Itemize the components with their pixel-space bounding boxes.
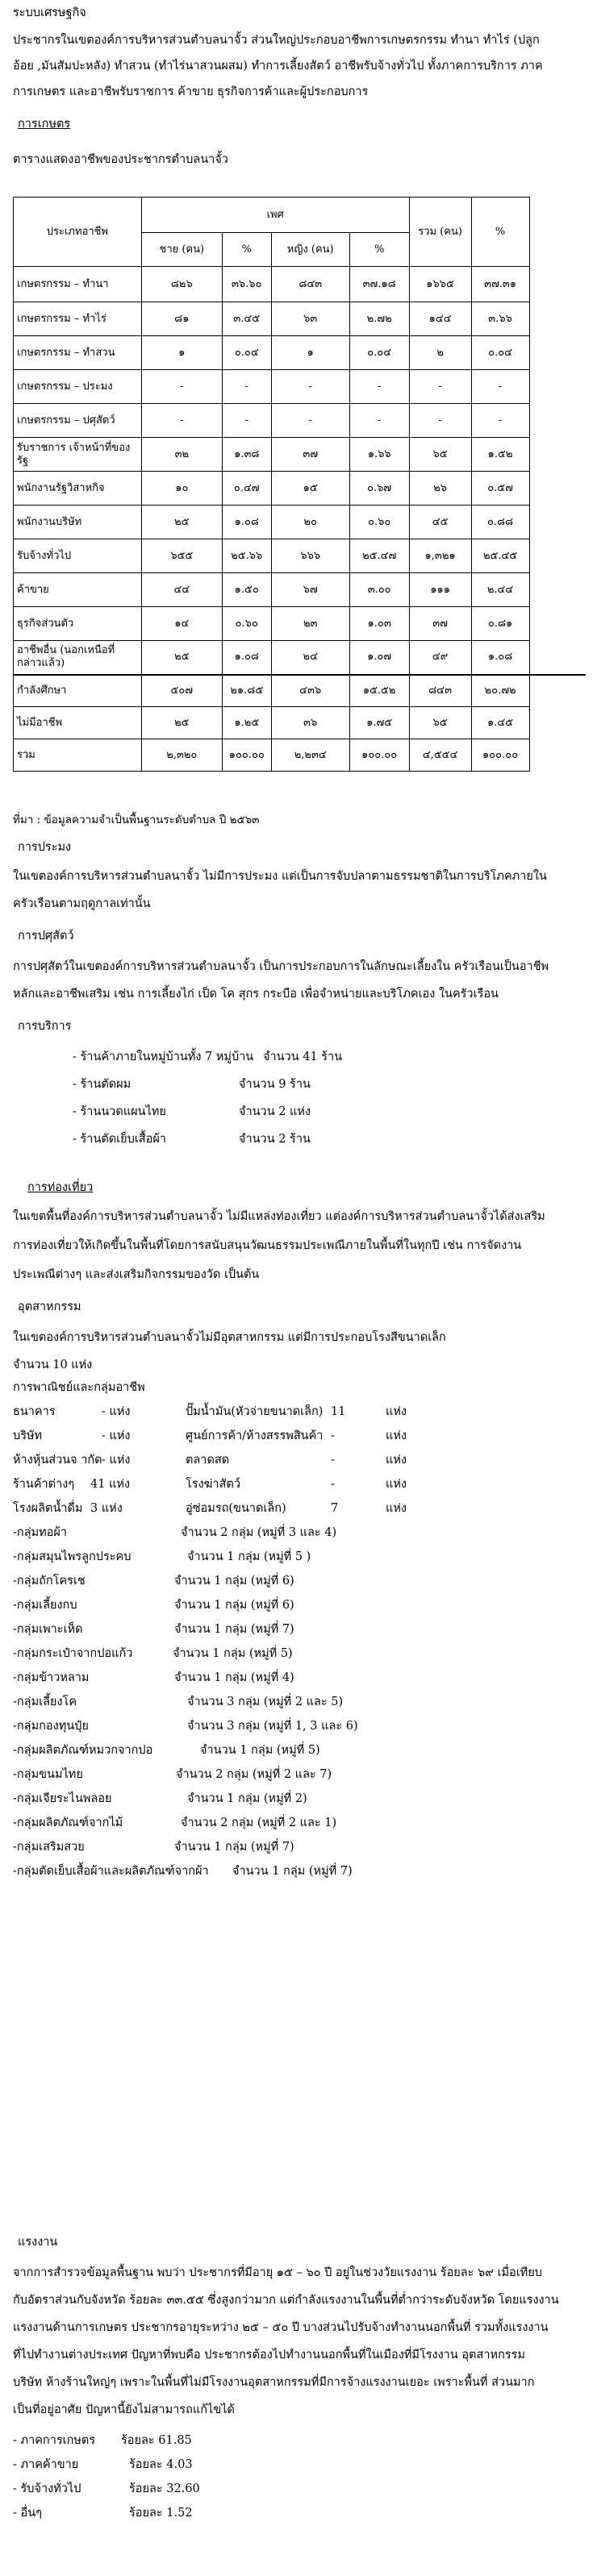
- service-item-label: - ร้านตัดเย็บเสื้อผ้า: [73, 1133, 166, 1146]
- group-name: -กลุ่มกระเป๋าจากปอแก้ว: [13, 1647, 133, 1660]
- labor-stat-value: ร้อยละ 1.52: [129, 2507, 193, 2520]
- female-percent-cell: ๓๗.๑๘: [349, 267, 409, 302]
- male-percent-cell: ๓.๔๕: [222, 302, 271, 336]
- total-count-cell: ๓๗: [409, 607, 471, 641]
- table-row: [14, 336, 587, 370]
- occupation-cell: ธุรกิจส่วนตัว: [14, 607, 142, 641]
- female-percent-cell: ๒.๗๒: [349, 302, 409, 336]
- economy-paragraph-line-2: อ้อย ,มันสัมปะหลัง) ทำสวน (ทำไร่นาสวนผสม) ทำการเลี้ยงสัตว์ อาชีพรับจ้างทั่วไป ทั้งภาคการบริการ ภาค: [13, 60, 543, 73]
- header-total-percent: %: [471, 198, 529, 267]
- group-info: จำนวน 1 กลุ่ม (หมู่ที่ 7): [174, 1841, 294, 1854]
- male-count-cell: ๑๔: [141, 607, 222, 641]
- table-row: [14, 573, 587, 607]
- labor-stat-label: - ภาคการเกษตร: [13, 2434, 96, 2447]
- male-percent-cell: ๑๐๐.๐๐: [222, 739, 271, 772]
- total-percent-cell: -: [471, 370, 529, 404]
- female-percent-cell: ๑๕.๕๒: [349, 675, 409, 707]
- occupation-cell: เกษตรกรรม – ทำนา: [14, 267, 142, 302]
- group-info: จำนวน 1 กลุ่ม (หมู่ที่ 5 ): [187, 1550, 311, 1563]
- economy-paragraph-line-1: ประชากรในเขตองค์การบริหารส่วนตำบลนาจั้ว ส่วนใหญ่ประกอบอาชีพการเกษตรกรรม ทำนา ทำไร่ (ปลูก: [13, 34, 540, 47]
- commerce-cell: 7: [331, 1502, 339, 1515]
- male-count-cell: ๑๐: [141, 472, 222, 506]
- commerce-cell: แห่ง: [386, 1429, 407, 1442]
- total-count-cell: ๖๕: [409, 707, 471, 739]
- commerce-cell: - แห่ง: [102, 1454, 131, 1467]
- fishery-line-2: ครัวเรือนตามฤดูกาลเท่านั้น: [13, 897, 151, 910]
- commerce-cell: ธนาคาร: [13, 1405, 56, 1418]
- commerce-cell: 3 แห่ง: [90, 1502, 123, 1515]
- female-percent-cell: ๑.๐๗: [349, 641, 409, 675]
- header-female: หญิง (คน): [271, 233, 349, 267]
- male-percent-cell: ๑.๕๐: [222, 573, 271, 607]
- labor-line-4: ที่ไปทำงานต่างประเทศ ปัญหาที่พบคือ ประชากรต้องไปทำงานนอกพื้นที่ในเมืองที่มีโรงงาน อุตสาหกรรม: [13, 2349, 525, 2362]
- group-name: -กลุ่มผลิตภัณฑ์จากไม้: [13, 1817, 123, 1829]
- male-count-cell: ๓๒: [141, 438, 222, 472]
- economy-paragraph-line-3: การเกษตร และอาชีพรับราชการ ค้าขาย ธุรกิจการค้าและผู้ประกอบการ: [13, 85, 369, 98]
- total-count-cell: ๑,๓๒๑: [409, 539, 471, 573]
- total-count-cell: ๒: [409, 336, 471, 370]
- total-count-cell: ๒๖: [409, 472, 471, 506]
- female-percent-cell: ๐.๖๗: [349, 472, 409, 506]
- group-name: -กลุ่มเสริมสวย: [13, 1841, 85, 1854]
- female-percent-cell: ๓.๐๐: [349, 573, 409, 607]
- total-percent-cell: ๒๕.๔๕: [471, 539, 529, 573]
- male-percent-cell: -: [222, 404, 271, 438]
- total-count-cell: -: [409, 370, 471, 404]
- occupation-cell: เกษตรกรรม – ทำไร่: [14, 302, 142, 336]
- male-count-cell: ๖๕๕: [141, 539, 222, 573]
- table-row: [14, 267, 587, 302]
- table-row: [14, 404, 587, 438]
- female-percent-cell: ๑.๗๕: [349, 707, 409, 739]
- commerce-cell: -: [331, 1478, 335, 1491]
- female-count-cell: ๓๖: [271, 707, 349, 739]
- female-count-cell: ๑: [271, 336, 349, 370]
- occupation-cell: อาชีพอื่น (นอกเหนือที่กล่าวแล้ว): [14, 641, 142, 675]
- commerce-cell: แห่ง: [386, 1454, 407, 1467]
- service-item-amount: จำนวน 41 ร้าน: [263, 1051, 343, 1063]
- labor-line-3: แรงงานด้านการเกษตร ประชากรอายุระหว่าง ๒๕ – ๕๐ ปี บางส่วนไปรับจ้างทำงานนอกพื้นที่ รวมทั้งแรงงาน: [13, 2321, 549, 2334]
- female-count-cell: ๖๓: [271, 302, 349, 336]
- female-count-cell: ๔๓๖: [271, 675, 349, 707]
- total-percent-cell: ๐.๐๔: [471, 336, 529, 370]
- total-percent-cell: ๒.๔๔: [471, 573, 529, 607]
- group-name: -กลุ่มกองทุนปุ๋ย: [13, 1720, 89, 1733]
- male-count-cell: ๒,๓๒๐: [141, 739, 222, 772]
- services-heading: การบริการ: [18, 1020, 72, 1033]
- table-row: [14, 506, 587, 539]
- group-name: -กลุ่มข้าวหลาม: [13, 1671, 90, 1684]
- service-item-amount: จำนวน 2 แห่ง: [239, 1105, 311, 1118]
- total-percent-cell: ๐.๘๘: [471, 506, 529, 539]
- commerce-cell: - แห่ง: [102, 1429, 131, 1442]
- labor-heading: แรงงาน: [18, 2236, 58, 2249]
- group-name: -กลุ่มเจียระไนพลอย: [13, 1792, 112, 1805]
- labor-stat-value: ร้อยละ 61.85: [121, 2434, 192, 2447]
- occupation-cell: รับจ้างทั่วไป: [14, 539, 142, 573]
- female-count-cell: ๑๕: [271, 472, 349, 506]
- header-total: รวม (คน): [409, 198, 471, 267]
- occupation-cell: รวม: [14, 739, 142, 772]
- occupation-cell: เกษตรกรรม – ทำสวน: [14, 336, 142, 370]
- occupation-table: [13, 197, 586, 772]
- male-count-cell: ๑: [141, 336, 222, 370]
- tourism-line-1: ในเขตพื้นที่องค์การบริหารส่วนตำบลนาจั้ว ไม่มีแหล่งท่องเที่ยว แต่องค์การบริหารส่วนตำบลนาจั้วได้ส่งเสริม: [13, 1210, 545, 1223]
- total-percent-cell: ๓.๖๖: [471, 302, 529, 336]
- commerce-heading: การพาณิชย์และกลุ่มอาชีพ: [13, 1381, 145, 1394]
- labor-stat-label: - รับจ้างทั่วไป: [13, 2482, 81, 2495]
- female-count-cell: ๒,๒๓๔: [271, 739, 349, 772]
- table-caption: ตารางแสดงอาชีพของประชากรตำบลนาจั้ว: [13, 153, 228, 166]
- male-percent-cell: ๑.๐๘: [222, 641, 271, 675]
- group-name: -กลุ่มขนมไทย: [13, 1768, 83, 1781]
- occupation-cell: กำลังศึกษา: [14, 675, 142, 707]
- group-info: จำนวน 2 กลุ่ม (หมู่ที่ 2 และ 7): [176, 1768, 332, 1781]
- labor-line-5: บริษัท ห้างร้านใหญ่ๆ เพราะในพื้นที่ไม่มีโรงงานอุตสาหกรรมที่มีการจ้างแรงงานเยอะ เพราะพื้นที่ ส่วนมาก: [13, 2376, 535, 2389]
- female-count-cell: ๓๗: [271, 438, 349, 472]
- group-name: -กลุ่มทอผ้า: [13, 1526, 68, 1539]
- livestock-line-2: หลักและอาชีพเสริม เช่น การเลี้ยงไก่ เป็ด โค สุกร กระบือ เพื่อจำหน่ายและบริโภคเอง ในครัวเรือน: [13, 988, 499, 1001]
- group-info: จำนวน 1 กลุ่ม (หมู่ที่ 5): [173, 1647, 293, 1660]
- commerce-cell: บริษัท: [13, 1429, 43, 1442]
- group-name: -กลุ่มถักโครเช: [13, 1575, 86, 1588]
- commerce-cell: 11: [331, 1405, 346, 1418]
- group-info: จำนวน 1 กลุ่ม (หมู่ที่ 7): [232, 1865, 353, 1878]
- table-row: [14, 539, 587, 573]
- commerce-cell: 41 แห่ง: [90, 1478, 131, 1491]
- group-name: -กลุ่มเลี้ยงกบ: [13, 1599, 77, 1612]
- service-item-label: - ร้านตัดผม: [73, 1078, 132, 1091]
- group-info: จำนวน 2 กลุ่ม (หมู่ที่ 3 และ 4): [181, 1526, 337, 1539]
- male-percent-cell: ๐.๐๔: [222, 336, 271, 370]
- group-info: จำนวน 1 กลุ่ม (หมู่ที่ 6): [174, 1599, 294, 1612]
- female-percent-cell: -: [349, 404, 409, 438]
- occupation-cell: รับราชการ เจ้าหน้าที่ของรัฐ: [14, 438, 142, 472]
- commerce-cell: ห้างหุ้นส่วนจ ากัด: [13, 1454, 102, 1467]
- female-percent-cell: ๑.๖๖: [349, 438, 409, 472]
- industry-heading: อุตสาหกรรม: [18, 1300, 81, 1313]
- fishery-line-1: ในเขตองค์การบริหารส่วนตำบลนาจั้ว ไม่มีการประมง แต่เป็นการจับปลาตามธรรมชาติในการบริโภคภายใน: [13, 870, 547, 883]
- female-count-cell: -: [271, 404, 349, 438]
- female-count-cell: ๒๓: [271, 607, 349, 641]
- table-row: [14, 675, 587, 707]
- table-row: [14, 641, 587, 675]
- tourism-line-3: ประเพณีต่างๆ และส่งเสริมกิจกรรมของวัด เป็นต้น: [13, 1268, 260, 1281]
- tourism-heading: การท่องเที่ยว: [27, 1181, 94, 1194]
- table-row: [14, 707, 587, 739]
- service-item-amount: จำนวน 9 ร้าน: [239, 1078, 311, 1091]
- occupation-cell: พนักงานรัฐวิสาหกิจ: [14, 472, 142, 506]
- male-count-cell: ๒๕: [141, 641, 222, 675]
- table-row: [14, 438, 587, 472]
- commerce-cell: ร้านค้าต่างๆ: [13, 1478, 75, 1491]
- section-title-economy: ระบบเศรษฐกิจ: [13, 6, 86, 19]
- total-percent-cell: ๑.๐๘: [471, 641, 529, 675]
- commerce-cell: โรงผลิตน้ำดื่ม: [13, 1502, 83, 1515]
- occupation-cell: ค้าขาย: [14, 573, 142, 607]
- industry-line-1: ในเขตองค์การบริหารส่วนตำบลนาจั้วไม่มีอุตสาหกรรม แต่มีการประกอบโรงสีขนาดเล็ก: [13, 1331, 446, 1344]
- total-percent-cell: ๑๐๐.๐๐: [471, 739, 529, 772]
- header-occupation: ประเภทอาชีพ: [14, 198, 142, 267]
- header-male-percent: %: [222, 233, 271, 267]
- occupation-cell: พนักงานบริษัท: [14, 506, 142, 539]
- total-count-cell: ๔๕: [409, 506, 471, 539]
- header-male: ชาย (คน): [141, 233, 222, 267]
- group-info: จำนวน 3 กลุ่ม (หมู่ที่ 1, 3 และ 6): [187, 1720, 358, 1733]
- commerce-cell: ปั๊มน้ำมัน(หัวจ่ายขนาดเล็ก): [186, 1405, 324, 1418]
- labor-line-1: จากการสำรวจข้อมูลพื้นฐาน พบว่า ประชากรที่มีอายุ ๑๕ – ๖๐ ปี อยู่ในช่วงวัยแรงงาน ร้อยละ ๖๙ เมื่อเทียบ: [13, 2266, 542, 2279]
- total-count-cell: ๑๑๑: [409, 573, 471, 607]
- commerce-cell: แห่ง: [386, 1405, 407, 1418]
- commerce-cell: -: [331, 1429, 335, 1442]
- agriculture-heading: การเกษตร: [18, 118, 71, 131]
- livestock-heading: การปศุสัตว์: [18, 930, 74, 943]
- male-percent-cell: -: [222, 370, 271, 404]
- female-percent-cell: ๑๐๐.๐๐: [349, 739, 409, 772]
- female-count-cell: ๒๐: [271, 506, 349, 539]
- female-percent-cell: ๐.๐๔: [349, 336, 409, 370]
- female-percent-cell: ๐.๖๐: [349, 506, 409, 539]
- total-percent-cell: -: [471, 404, 529, 438]
- service-item-label: - ร้านค้าภายในหมู่บ้านทั้ง 7 หมู่บ้าน: [73, 1051, 254, 1063]
- total-count-cell: ๔,๕๕๔: [409, 739, 471, 772]
- total-count-cell: ๖๕: [409, 438, 471, 472]
- male-percent-cell: ๐.๔๗: [222, 472, 271, 506]
- table-row: [14, 472, 587, 506]
- male-count-cell: ๔๔: [141, 573, 222, 607]
- male-percent-cell: ๓๖.๖๐: [222, 267, 271, 302]
- group-info: จำนวน 1 กลุ่ม (หมู่ที่ 2): [187, 1792, 307, 1805]
- male-percent-cell: ๒๕.๖๖: [222, 539, 271, 573]
- total-percent-cell: ๐.๕๗: [471, 472, 529, 506]
- female-count-cell: ๘๔๓: [271, 267, 349, 302]
- female-percent-cell: ๑.๐๓: [349, 607, 409, 641]
- total-percent-cell: ๑.๕๒: [471, 438, 529, 472]
- male-count-cell: ๒๕: [141, 707, 222, 739]
- female-count-cell: ๖๗: [271, 573, 349, 607]
- total-count-cell: ๘๔๓: [409, 675, 471, 707]
- male-percent-cell: ๑.๓๘: [222, 438, 271, 472]
- group-name: -กลุ่มสมุนไพรลูกประคบ: [13, 1550, 132, 1563]
- tourism-line-2: การท่องเที่ยวให้เกิดขึ้นในพื้นที่โดยการสนับสนุนวัฒนธรรมประเพณีภายในพื้นที่ในทุกปี เช่น การจัดงาน: [13, 1239, 522, 1252]
- male-count-cell: ๕๐๗: [141, 675, 222, 707]
- service-item-label: - ร้านนวดแผนไทย: [73, 1105, 166, 1118]
- commerce-cell: -: [331, 1454, 335, 1467]
- female-percent-cell: -: [349, 370, 409, 404]
- occupation-table-body: [14, 267, 587, 772]
- total-percent-cell: ๒๐.๗๒: [471, 675, 529, 707]
- group-info: จำนวน 1 กลุ่ม (หมู่ที่ 5): [200, 1744, 320, 1757]
- table-row: [14, 370, 587, 404]
- male-count-cell: ๘๒๖: [141, 267, 222, 302]
- group-name: -กลุ่มตัดเย็บเสื้อผ้าและผลิตภัณฑ์จากผ้า: [13, 1865, 209, 1878]
- male-percent-cell: ๒๑.๘๕: [222, 675, 271, 707]
- industry-line-2: จำนวน 10 แห่ง: [13, 1359, 93, 1371]
- header-sex: เพศ: [141, 198, 409, 233]
- total-percent-cell: ๓๗.๓๑: [471, 267, 529, 302]
- commerce-cell: ตลาดสด: [186, 1454, 230, 1467]
- group-info: จำนวน 3 กลุ่ม (หมู่ที่ 2 และ 5): [187, 1696, 344, 1708]
- male-percent-cell: ๐.๖๐: [222, 607, 271, 641]
- commerce-cell: แห่ง: [386, 1502, 407, 1515]
- group-info: จำนวน 1 กลุ่ม (หมู่ที่ 6): [174, 1575, 294, 1588]
- male-count-cell: -: [141, 404, 222, 438]
- labor-line-6: เป็นที่อยู่อาศัย ปัญหานี้ยังไม่สามารถแก้ไขได้: [13, 2403, 235, 2416]
- commerce-cell: - แห่ง: [102, 1405, 131, 1418]
- female-percent-cell: ๒๕.๔๗: [349, 539, 409, 573]
- total-count-cell: ๑๖๖๕: [409, 267, 471, 302]
- occupation-cell: ไม่มีอาชีพ: [14, 707, 142, 739]
- header-female-percent: %: [349, 233, 409, 267]
- commerce-cell: โรงฆ่าสัตว์: [186, 1478, 240, 1491]
- total-percent-cell: ๑.๔๕: [471, 707, 529, 739]
- commerce-cell: ศูนย์การค้า/ห้างสรรพสินค้า: [186, 1429, 324, 1442]
- male-count-cell: ๘๑: [141, 302, 222, 336]
- table-row: [14, 607, 587, 641]
- total-percent-cell: ๐.๘๑: [471, 607, 529, 641]
- total-count-cell: ๑๔๔: [409, 302, 471, 336]
- service-item-amount: จำนวน 2 ร้าน: [239, 1133, 311, 1146]
- occupation-cell: เกษตรกรรม – ประมง: [14, 370, 142, 404]
- group-name: -กลุ่มเพาะเห็ด: [13, 1623, 83, 1636]
- male-count-cell: -: [141, 370, 222, 404]
- group-name: -กลุ่มเลี้ยงโค: [13, 1696, 77, 1708]
- table-row: [14, 302, 587, 336]
- labor-stat-label: - ภาคค้าขาย: [13, 2458, 79, 2471]
- total-count-cell: -: [409, 404, 471, 438]
- labor-line-2: กับอัตราส่วนกับจังหวัด ร้อยละ ๓๓.๕๕ ซึ่งสูงกว่ามาก แต่กำลังแรงงานในพื้นที่ต่ำกว่าระดับจังหวัด โดยแรงงาน: [13, 2294, 559, 2307]
- total-count-cell: ๔๙: [409, 641, 471, 675]
- male-percent-cell: ๑.๒๕: [222, 707, 271, 739]
- commerce-cell: แห่ง: [386, 1478, 407, 1491]
- commerce-cell: อู่ซ่อมรถ(ขนาดเล็ก): [186, 1502, 286, 1515]
- female-count-cell: -: [271, 370, 349, 404]
- group-info: จำนวน 2 กลุ่ม (หมู่ที่ 2 และ 1): [181, 1817, 337, 1829]
- male-percent-cell: ๑.๐๘: [222, 506, 271, 539]
- labor-stat-label: - อื่นๆ: [13, 2507, 42, 2520]
- group-info: จำนวน 1 กลุ่ม (หมู่ที่ 4): [174, 1671, 294, 1684]
- livestock-line-1: การปศุสัตว์ในเขตองค์การบริหารส่วนตำบลนาจั้ว เป็นการประกอบการในลักษณะเลี้ยงใน ครัวเรือนเป็นอาชีพ: [13, 960, 549, 973]
- female-count-cell: ๒๔: [271, 641, 349, 675]
- group-name: -กลุ่มผลิตภัณฑ์หมวกจากปอ: [13, 1744, 153, 1757]
- table-row: [14, 739, 587, 772]
- group-info: จำนวน 1 กลุ่ม (หมู่ที่ 7): [174, 1623, 294, 1636]
- labor-stat-value: ร้อยละ 4.03: [129, 2458, 193, 2471]
- male-count-cell: ๒๕: [141, 506, 222, 539]
- occupation-cell: เกษตรกรรม – ปศุสัตว์: [14, 404, 142, 438]
- female-count-cell: ๖๖๖: [271, 539, 349, 573]
- labor-stat-value: ร้อยละ 32.60: [129, 2482, 200, 2495]
- fishery-heading: การประมง: [18, 841, 72, 854]
- table-source-note: ที่มา : ข้อมูลความจำเป็นพื้นฐานระดับตำบล ปี ๒๕๖๓: [13, 814, 260, 826]
